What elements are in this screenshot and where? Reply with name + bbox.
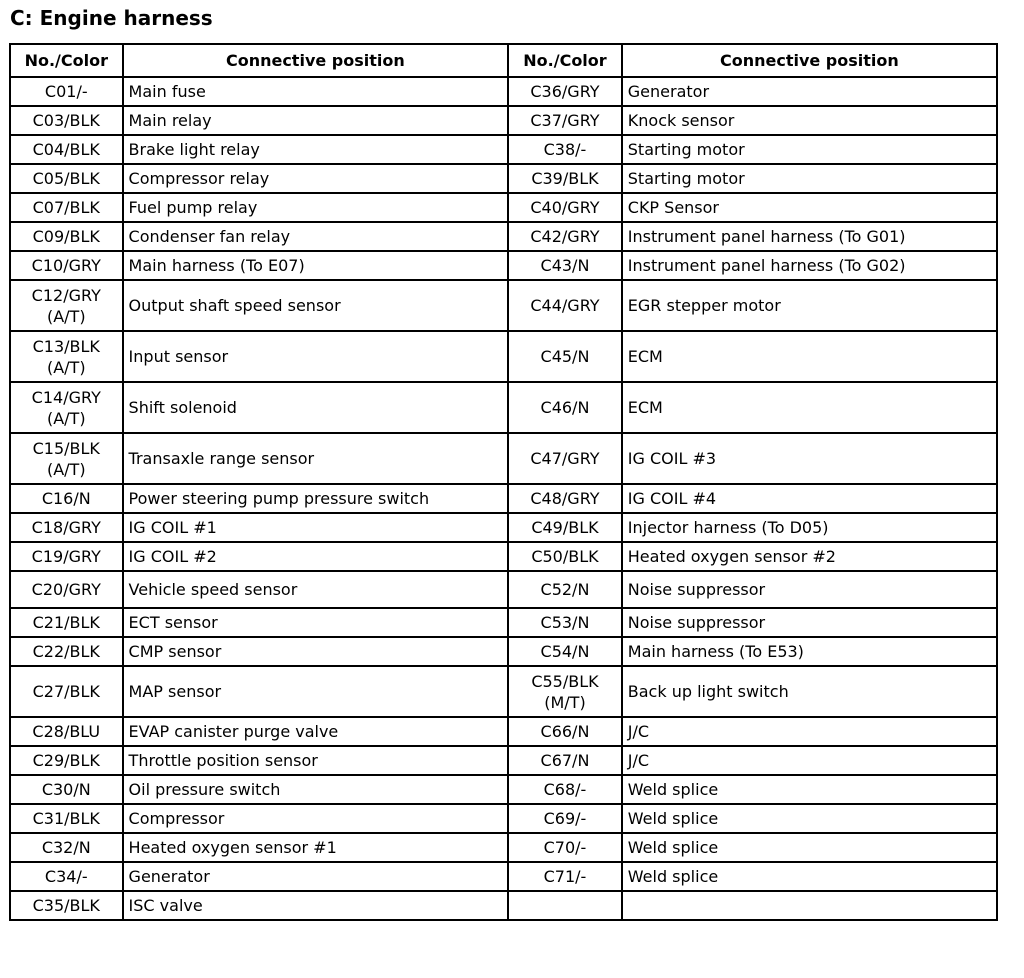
cell-connective-position-text: Input sensor — [128, 347, 229, 366]
cell-connective-position-text: CKP Sensor — [627, 198, 720, 217]
cell-connective-position-text: Back up light switch — [627, 682, 789, 701]
table-row — [10, 775, 997, 804]
table-row — [10, 77, 997, 106]
cell-connective-position-text: Compressor — [128, 809, 225, 828]
cell-connective-position-text: J/C — [627, 722, 650, 741]
cell-no-color — [508, 746, 622, 775]
cell-connective-position-text: Compressor relay — [128, 169, 270, 188]
cell-no-color — [508, 77, 622, 106]
cell-connective-position — [123, 484, 509, 513]
cell-connective-position — [123, 862, 509, 891]
cell-connective-position-text: Vehicle speed sensor — [128, 580, 298, 599]
cell-connective-position-text: IG COIL #3 — [627, 449, 717, 468]
cell-no-color — [10, 862, 123, 891]
cell-connective-position-text: Power steering pump pressure switch — [128, 489, 430, 508]
cell-connective-position — [123, 891, 509, 920]
cell-no-color — [10, 804, 123, 833]
cell-no-color-text: C69/- — [543, 809, 587, 828]
cell-connective-position — [622, 222, 997, 251]
cell-no-color-text: C12/GRY — [31, 285, 101, 305]
cell-connective-position — [622, 331, 997, 382]
cell-connective-position-text: Oil pressure switch — [128, 780, 281, 799]
cell-connective-position — [622, 251, 997, 280]
cell-no-color-text: C45/N — [540, 347, 590, 366]
cell-no-color-text: C71/- — [543, 867, 587, 886]
cell-connective-position-text: EGR stepper motor — [627, 296, 781, 315]
cell-no-color-subtext: (A/T) — [46, 408, 86, 428]
cell-connective-position — [622, 862, 997, 891]
cell-connective-position-text: IG COIL #2 — [128, 547, 217, 566]
header-no-color: No./Color — [10, 44, 123, 77]
cell-no-color-text: C43/N — [540, 256, 590, 275]
cell-no-color-text: C46/N — [540, 398, 590, 417]
cell-connective-position — [123, 746, 509, 775]
cell-no-color — [10, 608, 123, 637]
cell-no-color-text: C66/N — [540, 722, 590, 741]
cell-no-color — [508, 637, 622, 666]
cell-connective-position-text: CMP sensor — [128, 642, 222, 661]
table-row — [10, 484, 997, 513]
cell-no-color-text: C49/BLK — [531, 518, 599, 537]
table-row — [10, 513, 997, 542]
cell-connective-position — [622, 804, 997, 833]
cell-no-color-text: C03/BLK — [32, 111, 100, 130]
cell-no-color-text: C31/BLK — [32, 809, 100, 828]
cell-no-color-text: C22/BLK — [32, 642, 100, 661]
cell-connective-position-text: Generator — [128, 867, 210, 886]
cell-connective-position-text: ECT sensor — [128, 613, 218, 632]
cell-connective-position-text: ECM — [627, 398, 663, 417]
cell-no-color — [10, 331, 123, 382]
cell-connective-position-text: ECM — [627, 347, 663, 366]
cell-no-color — [508, 106, 622, 135]
cell-connective-position — [123, 331, 509, 382]
cell-no-color — [10, 280, 123, 331]
cell-no-color — [508, 222, 622, 251]
cell-no-color — [508, 862, 622, 891]
cell-connective-position — [622, 542, 997, 571]
cell-no-color-text: C21/BLK — [32, 613, 100, 632]
cell-connective-position-text: Main fuse — [128, 82, 206, 101]
table-row — [10, 717, 997, 746]
cell-no-color-text: C20/GRY — [31, 580, 101, 599]
cell-connective-position — [123, 433, 509, 484]
cell-no-color-text: C16/N — [41, 489, 91, 508]
cell-connective-position — [123, 775, 509, 804]
cell-connective-position — [123, 106, 509, 135]
cell-connective-position-text: Output shaft speed sensor — [128, 296, 341, 315]
cell-no-color — [10, 251, 123, 280]
cell-no-color — [10, 484, 123, 513]
table-header-row — [10, 44, 997, 77]
cell-connective-position — [123, 717, 509, 746]
cell-no-color — [10, 193, 123, 222]
cell-connective-position — [622, 608, 997, 637]
cell-connective-position-text: Condenser fan relay — [128, 227, 291, 246]
cell-connective-position-text: Instrument panel harness (To G02) — [627, 256, 906, 275]
cell-no-color-text: C27/BLK — [32, 682, 100, 701]
cell-no-color-text: C48/GRY — [530, 489, 600, 508]
cell-no-color — [508, 608, 622, 637]
table-row — [10, 833, 997, 862]
cell-connective-position-text: Brake light relay — [128, 140, 260, 159]
table-row — [10, 891, 997, 920]
cell-no-color-subtext: (A/T) — [46, 357, 86, 377]
cell-no-color — [508, 717, 622, 746]
cell-no-color-text: C53/N — [540, 613, 590, 632]
cell-connective-position — [123, 833, 509, 862]
cell-no-color-text: C67/N — [540, 751, 590, 770]
cell-no-color-text: C54/N — [540, 642, 590, 661]
header-no-color: No./Color — [508, 44, 622, 77]
table-row — [10, 135, 997, 164]
cell-no-color-text: C37/GRY — [530, 111, 600, 130]
cell-no-color-text: C30/N — [41, 780, 91, 799]
table-row — [10, 164, 997, 193]
cell-no-color — [508, 433, 622, 484]
cell-no-color-text: C04/BLK — [32, 140, 100, 159]
cell-no-color — [10, 717, 123, 746]
cell-no-color-text: C07/BLK — [32, 198, 100, 217]
cell-connective-position — [123, 251, 509, 280]
cell-connective-position-text: Instrument panel harness (To G01) — [627, 227, 906, 246]
cell-connective-position — [123, 382, 509, 433]
table-row — [10, 106, 997, 135]
cell-no-color — [10, 513, 123, 542]
cell-no-color-text: C70/- — [543, 838, 587, 857]
table-row — [10, 222, 997, 251]
cell-no-color — [508, 833, 622, 862]
cell-connective-position — [622, 433, 997, 484]
cell-no-color — [508, 193, 622, 222]
cell-connective-position-text: Shift solenoid — [128, 398, 237, 417]
cell-no-color-text: C44/GRY — [530, 296, 600, 315]
cell-connective-position — [123, 608, 509, 637]
cell-connective-position — [622, 637, 997, 666]
cell-no-color — [10, 775, 123, 804]
cell-connective-position-text: Noise suppressor — [627, 613, 766, 632]
cell-no-color-text: C68/- — [543, 780, 587, 799]
cell-connective-position — [123, 164, 509, 193]
cell-connective-position — [123, 280, 509, 331]
cell-connective-position — [622, 717, 997, 746]
cell-connective-position — [622, 193, 997, 222]
cell-no-color — [508, 775, 622, 804]
cell-no-color-text: C36/GRY — [530, 82, 600, 101]
cell-connective-position — [622, 106, 997, 135]
cell-connective-position-text: Throttle position sensor — [128, 751, 318, 770]
cell-no-color — [10, 106, 123, 135]
cell-no-color — [508, 804, 622, 833]
cell-no-color — [10, 891, 123, 920]
cell-connective-position — [622, 775, 997, 804]
table-row — [10, 637, 997, 666]
cell-connective-position — [123, 637, 509, 666]
cell-no-color-text: C14/GRY — [31, 387, 101, 407]
cell-no-color — [508, 571, 622, 608]
cell-connective-position — [622, 571, 997, 608]
table-row — [10, 382, 997, 433]
cell-no-color-text: C35/BLK — [32, 896, 100, 915]
cell-connective-position — [622, 513, 997, 542]
cell-no-color-text: C29/BLK — [32, 751, 100, 770]
cell-connective-position — [123, 571, 509, 608]
table-row — [10, 804, 997, 833]
cell-no-color-text: C15/BLK — [32, 438, 100, 458]
cell-connective-position-text: Starting motor — [627, 169, 745, 188]
cell-connective-position-text: Heated oxygen sensor #2 — [627, 547, 836, 566]
cell-connective-position-text: ISC valve — [128, 896, 203, 915]
cell-no-color-text: C28/BLU — [32, 722, 101, 741]
cell-no-color — [10, 833, 123, 862]
cell-no-color-text: C10/GRY — [31, 256, 101, 275]
table-row — [10, 608, 997, 637]
cell-no-color — [10, 77, 123, 106]
cell-connective-position — [622, 746, 997, 775]
cell-connective-position-text: IG COIL #4 — [627, 489, 717, 508]
cell-connective-position-text: Fuel pump relay — [128, 198, 258, 217]
cell-connective-position — [622, 135, 997, 164]
table-row — [10, 433, 997, 484]
cell-no-color-text: C13/BLK — [32, 336, 100, 356]
cell-no-color — [508, 891, 622, 920]
cell-no-color — [10, 135, 123, 164]
cell-connective-position-text: Main relay — [128, 111, 212, 130]
table-row — [10, 542, 997, 571]
cell-connective-position-text: J/C — [627, 751, 650, 770]
table-row — [10, 251, 997, 280]
table-row — [10, 331, 997, 382]
cell-no-color-subtext: (A/T) — [46, 459, 86, 479]
cell-no-color-text: C19/GRY — [31, 547, 101, 566]
cell-no-color — [10, 222, 123, 251]
page-title: C: Engine harness — [10, 6, 213, 30]
cell-no-color-text: C47/GRY — [530, 449, 600, 468]
header-connective-position: Connective position — [123, 44, 509, 77]
cell-connective-position — [622, 484, 997, 513]
cell-no-color-text: C42/GRY — [530, 227, 600, 246]
cell-connective-position — [123, 513, 509, 542]
cell-connective-position-text: Weld splice — [627, 838, 719, 857]
table-row — [10, 571, 997, 608]
cell-connective-position-text: Heated oxygen sensor #1 — [128, 838, 337, 857]
cell-no-color-text: C18/GRY — [31, 518, 101, 537]
cell-connective-position-text: Main harness (To E53) — [627, 642, 804, 661]
cell-connective-position-text: MAP sensor — [128, 682, 222, 701]
cell-connective-position-text: Knock sensor — [627, 111, 735, 130]
cell-connective-position — [123, 666, 509, 717]
cell-connective-position — [123, 135, 509, 164]
cell-no-color — [10, 746, 123, 775]
cell-connective-position — [622, 382, 997, 433]
cell-no-color-text: C39/BLK — [531, 169, 599, 188]
cell-no-color-text: C50/BLK — [531, 547, 599, 566]
harness-table — [9, 43, 998, 921]
cell-no-color-text: C52/N — [540, 580, 590, 599]
cell-connective-position — [123, 193, 509, 222]
cell-no-color-text: C32/N — [41, 838, 91, 857]
cell-no-color — [10, 571, 123, 608]
cell-no-color-text: C09/BLK — [32, 227, 100, 246]
cell-connective-position — [123, 77, 509, 106]
cell-no-color — [508, 331, 622, 382]
table-row — [10, 280, 997, 331]
cell-connective-position-text: Noise suppressor — [627, 580, 766, 599]
cell-no-color — [508, 382, 622, 433]
cell-no-color-text: C34/- — [44, 867, 88, 886]
cell-connective-position-text: Weld splice — [627, 867, 719, 886]
cell-no-color-text: C55/BLK — [531, 671, 599, 691]
table-row — [10, 193, 997, 222]
cell-no-color — [10, 433, 123, 484]
header-connective-position: Connective position — [622, 44, 997, 77]
cell-no-color — [10, 382, 123, 433]
cell-no-color — [508, 251, 622, 280]
cell-no-color-text: C05/BLK — [32, 169, 100, 188]
cell-no-color — [508, 164, 622, 193]
cell-connective-position — [622, 280, 997, 331]
cell-no-color — [508, 542, 622, 571]
cell-connective-position — [123, 542, 509, 571]
cell-no-color — [10, 637, 123, 666]
cell-connective-position-text: Starting motor — [627, 140, 745, 159]
cell-connective-position-text: Injector harness (To D05) — [627, 518, 829, 537]
cell-connective-position — [123, 222, 509, 251]
cell-no-color — [10, 666, 123, 717]
cell-connective-position-text: IG COIL #1 — [128, 518, 217, 537]
cell-connective-position-text: Generator — [627, 82, 710, 101]
cell-no-color — [508, 513, 622, 542]
cell-connective-position — [123, 804, 509, 833]
cell-connective-position — [622, 666, 997, 717]
cell-no-color-text: C38/- — [543, 140, 587, 159]
cell-no-color — [10, 542, 123, 571]
cell-no-color — [508, 280, 622, 331]
cell-connective-position — [622, 891, 997, 920]
cell-connective-position-text: Main harness (To E07) — [128, 256, 305, 275]
cell-no-color-text: C40/GRY — [530, 198, 600, 217]
cell-connective-position-text: Weld splice — [627, 809, 719, 828]
cell-no-color — [508, 135, 622, 164]
cell-no-color-subtext: (A/T) — [46, 306, 86, 326]
cell-connective-position — [622, 77, 997, 106]
cell-connective-position — [622, 833, 997, 862]
cell-no-color — [508, 484, 622, 513]
table-row — [10, 666, 997, 717]
cell-connective-position-text: Transaxle range sensor — [128, 449, 315, 468]
cell-connective-position — [622, 164, 997, 193]
cell-no-color-subtext: (M/T) — [544, 692, 586, 712]
cell-connective-position-text: Weld splice — [627, 780, 719, 799]
table-row — [10, 862, 997, 891]
cell-no-color — [508, 666, 622, 717]
table-row — [10, 746, 997, 775]
cell-connective-position-text: EVAP canister purge valve — [128, 722, 339, 741]
cell-no-color-text: C01/- — [44, 82, 88, 101]
cell-no-color — [10, 164, 123, 193]
